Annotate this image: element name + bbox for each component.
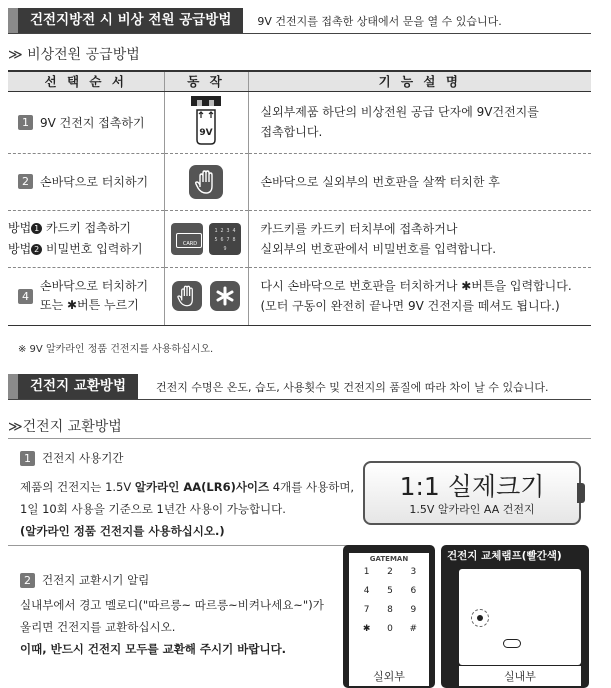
emergency-power-table xyxy=(8,70,591,326)
star-button-icon xyxy=(210,281,240,311)
battery-label: 9V xyxy=(199,127,213,138)
step-text: 손바닥으로 터치하기 xyxy=(40,279,149,293)
brand-logo: GATEMAN xyxy=(369,555,409,563)
step-text: 카드키 접촉하기 xyxy=(46,220,131,235)
method-number: 2 xyxy=(31,244,42,255)
item-line xyxy=(20,476,354,498)
step-text: 9V 건전지 접촉하기 xyxy=(40,115,145,130)
col-header-step: 선 택 순 서 xyxy=(8,71,164,91)
replace-lamp-icon xyxy=(477,615,483,621)
desc-line: 다시 손바닥으로 번호판을 터치하거나 ✱버튼을 입력합니다. xyxy=(260,279,572,293)
step-number: 2 xyxy=(18,174,33,189)
replace-lamp-title: 건전지 교체램프(빨간색) xyxy=(447,550,562,562)
method-prefix: 방법 xyxy=(8,241,32,256)
outdoor-label: 실외부 xyxy=(373,670,405,683)
subtitle-divider xyxy=(8,438,591,439)
step-text: 또는 ✱버튼 누르기 xyxy=(40,298,139,312)
header-divider xyxy=(8,33,591,34)
key: # xyxy=(409,624,418,634)
step-cell xyxy=(8,210,164,267)
key: 7 xyxy=(363,605,370,615)
outdoor-keypad xyxy=(349,553,429,671)
key: 4 xyxy=(363,586,370,596)
9v-battery-icon xyxy=(189,96,223,149)
item-divider xyxy=(8,545,358,546)
step-number: 4 xyxy=(18,289,33,304)
desc-line: 손바닥으로 실외부의 번호판을 살짝 터치한 후 xyxy=(260,174,500,189)
desc-cell xyxy=(248,153,591,210)
action-cell xyxy=(164,210,248,267)
action-cell xyxy=(164,267,248,325)
item-number: 2 xyxy=(20,573,35,588)
item-line: 실내부에서 경고 멜로디("따르릉~ 따르릉~비켜나세요~")가 xyxy=(20,598,324,612)
subtitle-battery: ≫건전지 교환방법 xyxy=(8,419,122,435)
key: ✱ xyxy=(362,624,371,634)
desc-line: 카드키를 카드키 터치부에 접촉하거나 xyxy=(260,221,458,236)
item-title: 건전지 교환시기 알림 xyxy=(42,573,150,587)
keypad-keys xyxy=(355,567,425,634)
item-line: 울리면 건전지를 교환하십시오. xyxy=(20,620,176,634)
text-bold: 알카라인 AA(LR6)사이즈 xyxy=(134,480,270,494)
step-text: 손바닥으로 터치하기 xyxy=(40,175,149,189)
step-text: 비밀번호 입력하기 xyxy=(46,241,143,256)
keypad-icon: 1 2 3 4 5 6 7 8 9 xyxy=(209,223,241,255)
section-note: 건전지 수명은 온도, 습도, 사용횟수 및 건전지의 품질에 따라 차이 날 수 있습니다. xyxy=(156,380,549,394)
key: 8 xyxy=(387,605,393,615)
section-header-emergency xyxy=(8,8,502,33)
card-key-icon xyxy=(171,223,203,255)
section-title: 건전지 교환방법 xyxy=(8,374,138,399)
footnote: ※ 9V 알카라인 정품 건전지를 사용하십시오. xyxy=(18,344,214,355)
key: 5 xyxy=(387,586,393,596)
col-header-desc: 기 능 설 명 xyxy=(248,71,591,91)
desc-cell xyxy=(248,267,591,325)
step-cell xyxy=(8,91,164,153)
desc-cell xyxy=(248,91,591,153)
action-cell xyxy=(164,153,248,210)
header-divider xyxy=(8,399,591,400)
table-row xyxy=(8,210,591,267)
step-number: 1 xyxy=(18,115,33,130)
desc-line: 실외부제품 하단의 비상전원 공급 단자에 9V건전지를 xyxy=(260,105,539,119)
indoor-label: 실내부 xyxy=(504,670,536,683)
section-note: 9V 건전지를 접촉한 상태에서 문을 열 수 있습니다. xyxy=(257,14,502,28)
hand-icon xyxy=(189,165,223,199)
method-prefix: 방법 xyxy=(8,220,32,235)
section-title: 건전지방전 시 비상 전원 공급방법 xyxy=(8,8,243,33)
desc-line: 실외부의 번호판에서 비밀번호를 입력합니다. xyxy=(260,241,497,256)
subtitle-emergency: ≫ 비상전원 공급방법 xyxy=(8,47,140,63)
item-usage-period xyxy=(20,450,354,542)
col-header-action: 동 작 xyxy=(164,71,248,91)
step-cell xyxy=(8,153,164,210)
key: 9 xyxy=(410,605,417,615)
step-cell xyxy=(8,267,164,325)
item-number: 1 xyxy=(20,451,35,466)
key: 3 xyxy=(410,567,417,577)
switch-icon xyxy=(503,639,521,648)
battery-type-label: 1.5V 알카라인 AA 건전지 xyxy=(409,503,535,516)
aa-battery-illustration xyxy=(363,461,585,525)
section-header-battery xyxy=(8,374,548,399)
key: 0 xyxy=(387,624,393,634)
desc-line: 접촉합니다. xyxy=(260,125,323,139)
text: 4개를 사용하며, xyxy=(269,480,355,494)
battery-scale-label: 1:1 실제크기 xyxy=(399,472,545,501)
table-row xyxy=(8,153,591,210)
table-row xyxy=(8,91,591,153)
item-replace-alert xyxy=(20,572,324,660)
outdoor-unit-illustration xyxy=(343,545,435,688)
text: 제품의 건전지는 1.5V xyxy=(20,480,135,494)
key: 2 xyxy=(387,567,393,577)
desc-cell xyxy=(248,210,591,267)
item-line: 1일 10회 사용을 기준으로 1년간 사용이 가능합니다. xyxy=(20,502,286,516)
hand-icon xyxy=(172,281,202,311)
item-title: 건전지 사용기간 xyxy=(42,451,124,465)
table-row xyxy=(8,267,591,325)
desc-line: (모터 구동이 완전히 끝나면 9V 건전지를 떼셔도 됩니다.) xyxy=(260,299,560,313)
item-line: 이때, 반드시 건전지 모두를 교환해 주시기 바랍니다. xyxy=(20,642,287,656)
key: 6 xyxy=(410,586,417,596)
method-number: 1 xyxy=(31,223,42,234)
key: 1 xyxy=(363,567,370,577)
action-cell xyxy=(164,91,248,153)
indoor-unit-illustration xyxy=(441,545,589,688)
item-line: (알카라인 정품 건전지를 사용하십시오.) xyxy=(20,524,225,538)
